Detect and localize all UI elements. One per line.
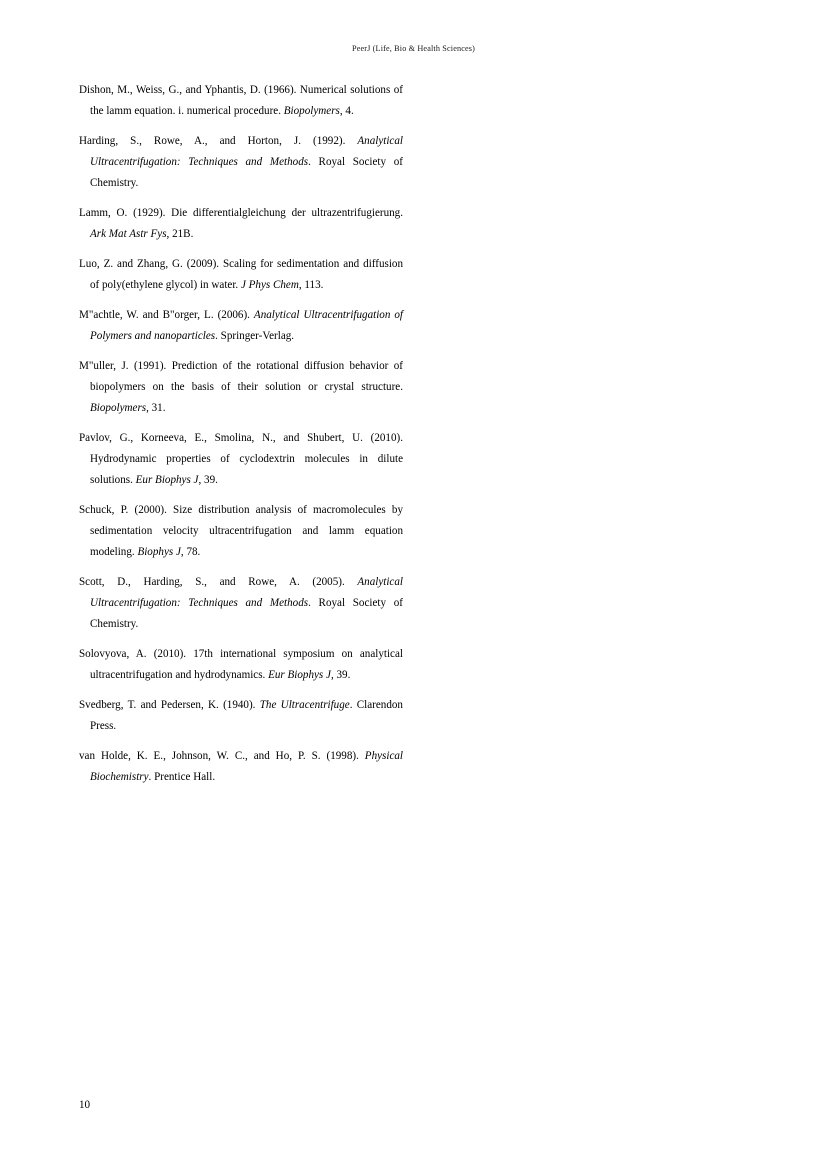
reference-text: , 39. [330,669,351,681]
reference-title: Ark Mat Astr Fys [90,228,167,240]
reference-entry [79,572,403,635]
reference-text: , 4. [339,105,354,117]
reference-text: Pavlov, G., Korneeva, E., Smolina, N., and Shubert, U. (2010). Hydrodynamic properties of cyclodextrin molecules in dilute solutions. [79,432,403,486]
reference-text: . Prentice Hall. [148,771,216,783]
reference-entry [79,254,403,296]
reference-entry [79,746,403,788]
reference-text: , 31. [146,402,166,414]
reference-text: Schuck, P. (2000). Size distribution analysis of macromolecules by sedimentation velocity ultracentrifugation and lamm equation modeling. [79,504,403,558]
reference-text: Svedberg, T. and Pedersen, K. (1940). [79,699,260,711]
reference-title: Biophys J [137,546,181,558]
reference-title: Biopolymers [283,105,340,117]
reference-text: . Royal Society of Chemistry. [90,156,403,189]
reference-title: Analytical Ultracentrifugation: Techniques and Methods [90,135,403,168]
reference-title: J Phys Chem [240,279,299,291]
reference-entry [79,500,403,563]
reference-entry [79,80,403,122]
reference-entry [79,644,403,686]
reference-entry [79,428,403,491]
reference-entry [79,131,403,194]
reference-text: , 39. [198,474,218,486]
reference-text: Solovyova, A. (2010). 17th international symposium on analytical ultracentrifugation and hydrodynamics. [79,648,403,681]
reference-entry [79,356,403,419]
reference-text: , 113. [298,279,324,291]
reference-text: Dishon, M., Weiss, G., and Yphantis, D. (1966). Numerical solutions of the lamm equation. i. numerical procedure. [79,84,403,117]
reference-title: Physical Biochemistry [90,750,403,783]
reference-title: Eur Biophys J [135,474,199,486]
reference-text: Lamm, O. (1929). Die differentialgleichung der ultrazentrifugierung. [79,207,403,219]
reference-entry [79,305,403,347]
reference-title: Analytical Ultracentrifugation of Polymers and nanoparticles [90,309,403,342]
reference-text: Scott, D., Harding, S., and Rowe, A. (2005). [79,576,358,588]
reference-text: M"uller, J. (1991). Prediction of the rotational diffusion behavior of biopolymers on the basis of their solution or crystal structure. [79,360,403,393]
reference-text: . Clarendon Press. [90,699,403,732]
reference-text: van Holde, K. E., Johnson, W. C., and Ho, P. S. (1998). [79,750,365,762]
reference-text: , 21B. [166,228,194,240]
page-number: 10 [79,1099,91,1111]
reference-text: , 78. [180,546,201,558]
reference-text: Harding, S., Rowe, A., and Horton, J. (1992). [79,135,358,147]
reference-entry [79,695,403,737]
running-head: PeerJ (Life, Bio & Health Sciences) [351,44,476,53]
reference-title: Biopolymers [90,402,147,414]
reference-text: M"achtle, W. and B"orger, L. (2006). [79,309,254,321]
reference-text: . Royal Society of Chemistry. [90,597,403,630]
reference-title: Analytical Ultracentrifugation: Techniques and Methods [90,576,403,609]
reference-entry [79,203,403,245]
reference-list [79,80,403,788]
reference-title: Eur Biophys J [268,669,331,681]
reference-text: Luo, Z. and Zhang, G. (2009). Scaling for sedimentation and diffusion of poly(ethylene glycol) in water. [79,258,403,291]
reference-text: . Springer-Verlag. [215,330,295,342]
reference-title: The Ultracentrifuge [259,699,350,711]
